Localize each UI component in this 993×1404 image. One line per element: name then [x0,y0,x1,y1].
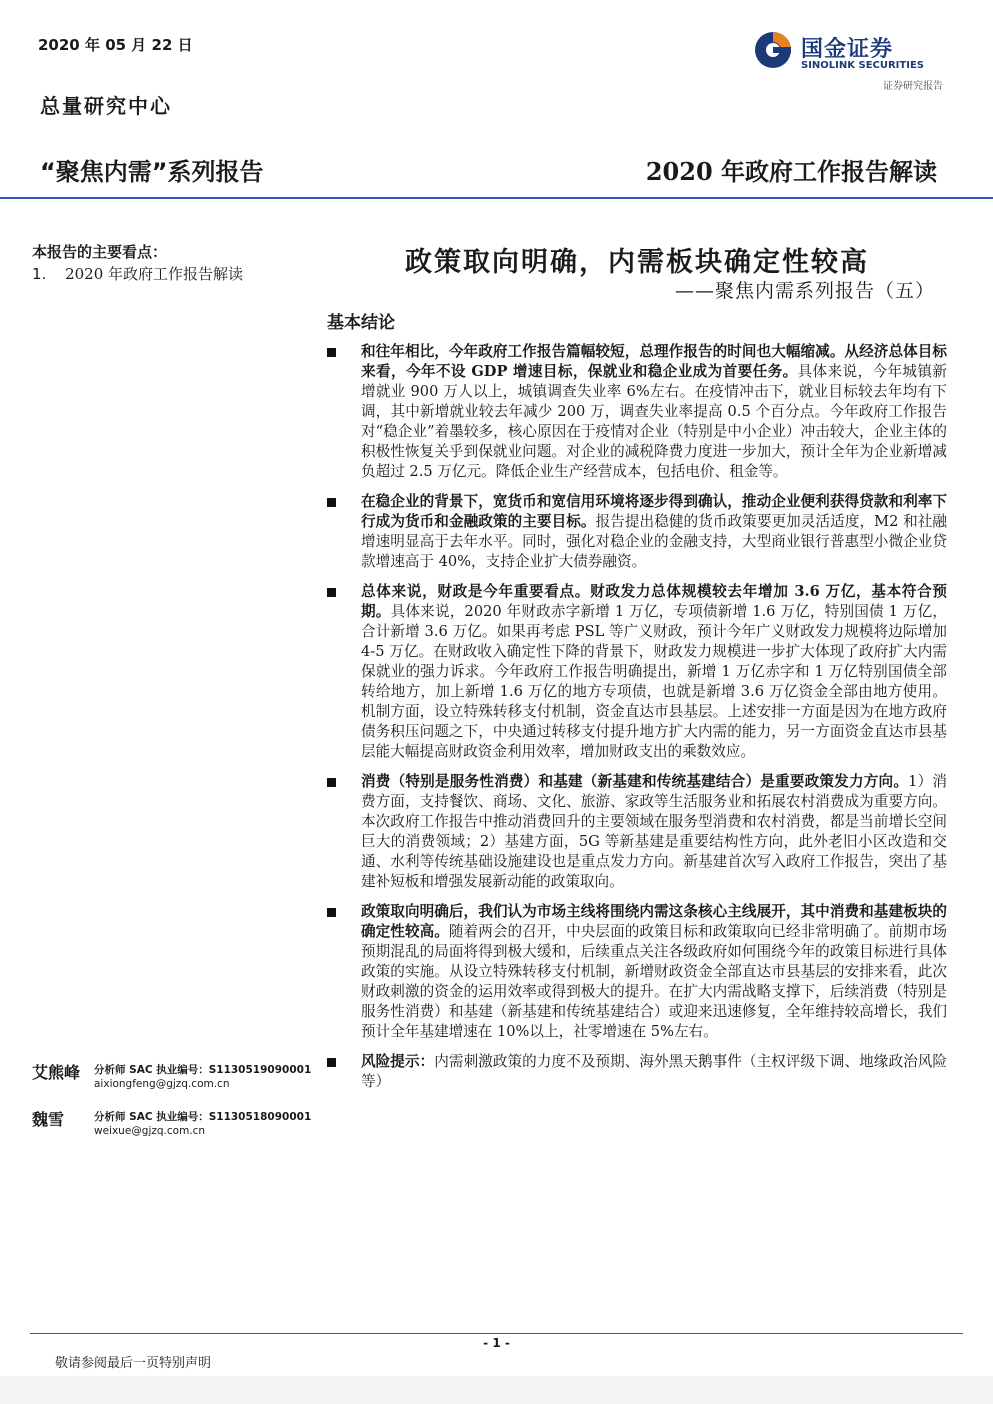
conclusion-bold: 政策取向明确后，我们认为市场主线将围绕内需这条核心主线展开，其中消费和基建板块的确定性较高。 [361,903,947,940]
sidebar-item [32,263,243,284]
conclusion-text: 具体来说，2020 年财政赤字新增 1 万亿，专项债新增 1.6 万亿，特别国债 1 万亿，合计新增 3.6 万亿。如果再考虑 PSL 等广义财政，预计今年广义财政发力规模将边际增加 4-5 万亿。在财政收入确定性下降的背景下，财政发力规模进一步扩大体现了政府扩大内需保就业的强力诉求。今年政府工作报告明确提出，新增 1 万亿赤字和 1 万亿特别国债全部转给地方，加上新增 1.6 万亿的地方专项债，也就是新增 3.6 万亿资金全部由地方使用。机制方面，设立特殊转移支付机制，资金直达市县基层。上述安排一方面是因为在地方政府债务积压问题之下，中央通过转移支付提升地方扩大内需的能力，另一方面资金直达市县基层能大幅提高财政资金利用效率，增加财政支出的乘数效应。 [361,603,947,760]
bullet-square-icon [327,498,336,507]
main-title: 政策取向明确，内需板块确定性较高 [405,247,869,278]
department-name: 总量研究中心 [40,94,172,118]
conclusion-bold: 和往年相比，今年政府工作报告篇幅较短，总理作报告的时间也大幅缩减。从经济总体目标来看，今年不设 GDP 增速目标，保就业和稳企业成为首要任务。 [361,343,947,380]
sinolink-logo-icon [753,30,793,70]
conclusion-text: 随着两会的召开，中央层面的政策目标和政策取向已经非常明确了。前期市场预期混乱的局面将得到极大缓和，后续重点关注各级政府如何围绕今年的政策目标进行具体政策的实施。从设立特殊转移支付机制，新增财政资金全部直达市县基层的安排来看，此次财政刺激的资金的运用效率或得到极大的提升。在扩大内需战略支撑下，后续消费（特别是服务性消费）和基建（新基建和传统基建结合）或迎来迅速修复，全年维持较高增长，我们预计全年基建增速在 10%以上，社零增速在 5%左右。 [361,923,947,1040]
bullet-square-icon [327,908,336,917]
risk-label: 风险提示： [361,1053,435,1070]
series-title: “聚焦内需”系列报告 [40,158,264,186]
header-divider [0,197,993,199]
logo-en-text: SINOLINK SECURITIES [801,60,924,71]
conclusion-text: 报告提出稳健的货币政策要更加灵活适度，M2 和社融增速明显高于去年水平。同时，强化对稳企业的金融支持，大型商业银行普惠型小微企业贷款增速高于 40%，支持企业扩大债券融资。 [361,513,947,570]
page-number: - 1 - [483,1336,510,1350]
footer-disclaimer: 敬请参阅最后一页特别声明 [55,1356,212,1371]
conclusion-item [327,582,947,762]
risk-text: 内需刺激政策的力度不及预期、海外黑天鹅事件（主权评级下调、地缘政治风险等） [361,1053,947,1090]
conclusion-item [327,1052,947,1092]
analyst-email[interactable]: weixue@gjzq.com.cn [94,1125,206,1137]
logo-cn-text: 国金证券 [801,37,894,62]
bullet-square-icon [327,588,336,597]
conclusion-bold: 在稳企业的背景下，宽货币和宽信用环境将逐步得到确认，推动企业便利获得贷款和利率下行成为货币和金融政策的主要目标。 [361,493,947,530]
conclusion-item [327,902,947,1042]
conclusion-bold: 总体来说，财政是今年重要看点。财政发力总体规模较去年增加 3.6 万亿，基本符合预期。 [361,583,947,620]
logo-subtitle: 证券研究报告 [883,81,943,92]
conclusion-item [327,492,947,572]
company-logo [753,30,943,92]
sidebar-item-text: 2020 年政府工作报告解读 [65,265,244,283]
conclusion-item [327,772,947,892]
conclusion-list [327,342,947,1102]
conclusion-item [327,342,947,482]
conclusion-text: 1）消费方面，支持餐饮、商场、文化、旅游、家政等生活服务业和拓展农村消费成为重要方向。本次政府工作报告中推动消费回升的主要领域在服务型消费和农村消费，都是当前增长空间巨大的消费领域；2）基建方面，5G 等新基建是重要结构性方向，此外老旧小区改造和交通、水利等传统基础设施建设也是重点发力方向。新基建首次写入政府工作报告，突出了基建补短板和增强发展新动能的政策取向。 [361,773,947,890]
sidebar-title: 本报告的主要看点： [32,243,168,261]
report-name: 2020 年政府工作报告解读 [645,157,937,186]
conclusion-text: 具体来说，今年城镇新增就业 900 万人以上，城镇调查失业率 6%左右。在疫情冲击下，就业目标较去年均有下调，其中新增就业较去年减少 200 万，调查失业率提高 0.5 个百分点。今年政府工作报告对“稳企业”着墨较多，核心原因在于疫情对企业（特别是中小企业）冲击较大，企业主体的积极性恢复关乎到保就业问题。对企业的减税降费力度进一步加大，预计全年为企业新增减负超过 2.5 万亿元。降低企业生产经营成本，包括电价、租金等。 [361,363,947,480]
sidebar-item-number: 1. [32,265,47,283]
bullet-square-icon [327,348,336,357]
analyst-sac-number: 分析师 SAC 执业编号：S1130518090001 [94,1111,312,1123]
footer-divider [30,1333,963,1334]
bullet-square-icon [327,1058,336,1067]
bullet-square-icon [327,778,336,787]
analyst-name: 艾熊峰 [32,1063,81,1082]
section-heading: 基本结论 [327,313,395,333]
analyst-name: 魏雪 [32,1110,65,1129]
bottom-band [0,1376,993,1404]
conclusion-bold: 消费（特别是服务性消费）和基建（新基建和传统基建结合）是重要政策发力方向。 [361,773,909,790]
report-date: 2020 年 05 月 22 日 [38,36,193,54]
analyst-email[interactable]: aixiongfeng@gjzq.com.cn [94,1078,230,1090]
sub-title: ——聚焦内需系列报告（五） [674,280,935,302]
analyst-sac-number: 分析师 SAC 执业编号：S1130519090001 [94,1064,312,1076]
